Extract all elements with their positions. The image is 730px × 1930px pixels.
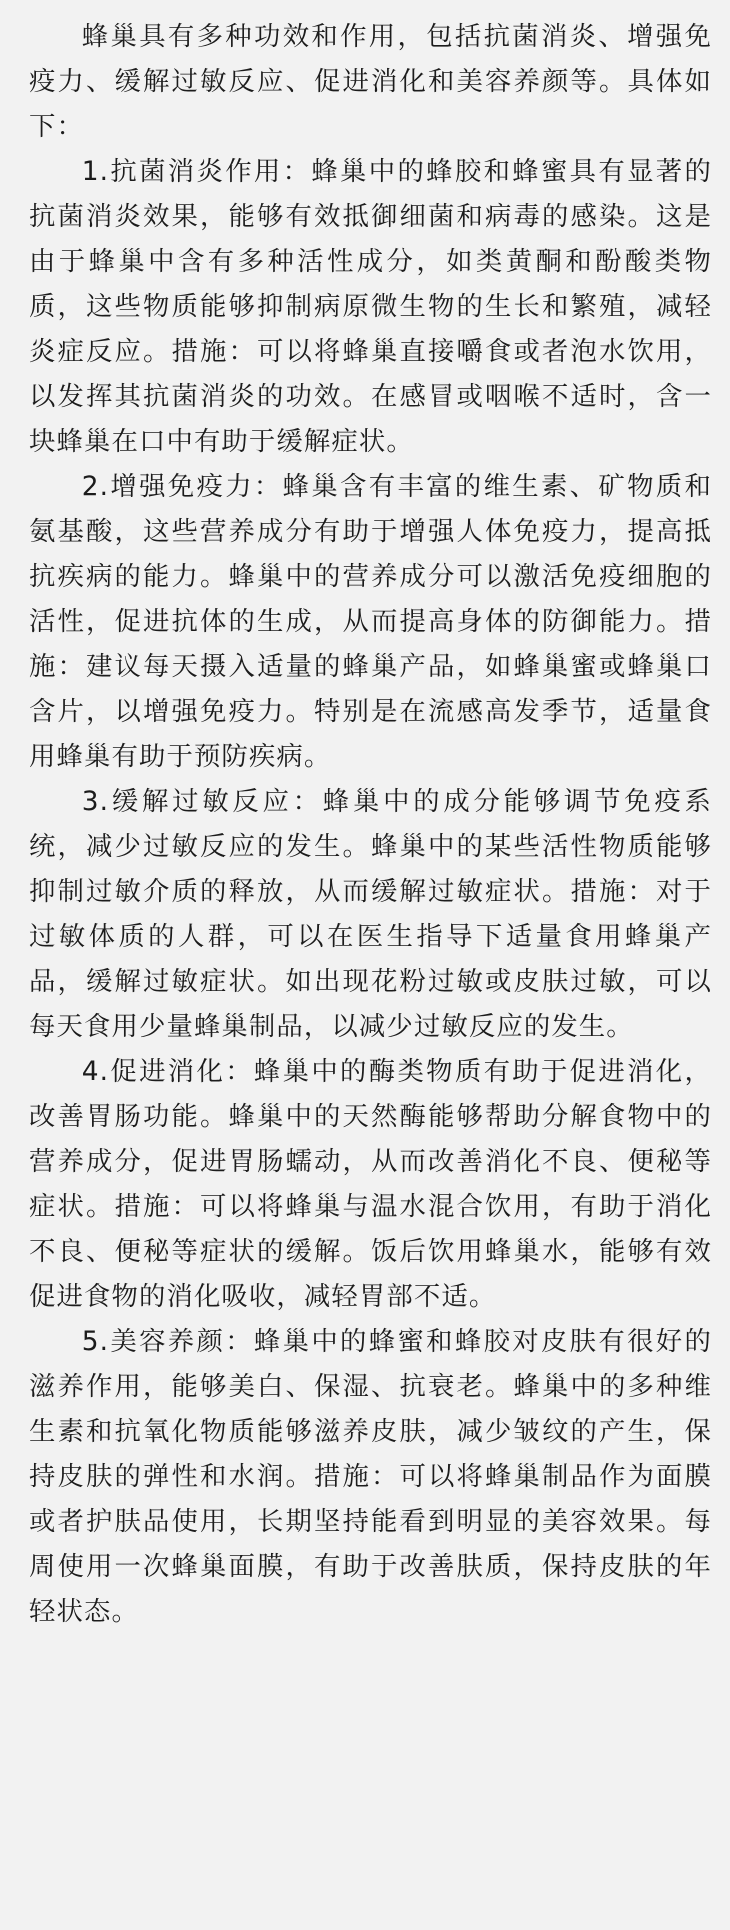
section-paragraph-antibacterial: 1.抗菌消炎作用：蜂巢中的蜂胶和蜂蜜具有显著的抗菌消炎效果，能够有效抵御细菌和病毒的感染。这是由于蜂巢中含有多种活性成分，如类黄酮和酚酸类物质，这些物质能够抑制病原微生物的生长和繁殖，减轻炎症反应。措施：可以将蜂巢直接嚼食或者泡水饮用，以发挥其抗菌消炎的功效。在感冒或咽喉不适时，含一块蜂巢在口中有助于缓解症状。 <box>29 156 712 457</box>
section-paragraph-beauty: 5.美容养颜：蜂巢中的蜂蜜和蜂胶对皮肤有很好的滋养作用，能够美白、保湿、抗衰老。蜂巢中的多种维生素和抗氧化物质能够滋养皮肤，减少皱纹的产生，保持皮肤的弹性和水润。措施：可以将蜂巢制品作为面膜或者护肤品使用，长期坚持能看到明显的美容效果。每周使用一次蜂巢面膜，有助于改善肤质，保持皮肤的年轻状态。 <box>29 1326 712 1627</box>
section-paragraph-immunity: 2.增强免疫力：蜂巢含有丰富的维生素、矿物质和氨基酸，这些营养成分有助于增强人体免疫力，提高抵抗疾病的能力。蜂巢中的营养成分可以激活免疫细胞的活性，促进抗体的生成，从而提高身体的防御能力。措施：建议每天摄入适量的蜂巢产品，如蜂巢蜜或蜂巢口含片，以增强免疫力。特别是在流感高发季节，适量食用蜂巢有助于预防疾病。 <box>29 471 712 772</box>
section-paragraph-digestion: 4.促进消化：蜂巢中的酶类物质有助于促进消化，改善胃肠功能。蜂巢中的天然酶能够帮助分解食物中的营养成分，促进胃肠蠕动，从而改善消化不良、便秘等症状。措施：可以将蜂巢与温水混合饮用，有助于消化不良、便秘等症状的缓解。饭后饮用蜂巢水，能够有效促进食物的消化吸收，减轻胃部不适。 <box>29 1056 712 1312</box>
intro-paragraph: 蜂巢具有多种功效和作用，包括抗菌消炎、增强免疫力、缓解过敏反应、促进消化和美容养颜等。具体如下： <box>29 21 712 142</box>
section-paragraph-allergy: 3.缓解过敏反应：蜂巢中的成分能够调节免疫系统，减少过敏反应的发生。蜂巢中的某些活性物质能够抑制过敏介质的释放，从而缓解过敏症状。措施：对于过敏体质的人群，可以在医生指导下适量食用蜂巢产品，缓解过敏症状。如出现花粉过敏或皮肤过敏，可以每天食用少量蜂巢制品，以减少过敏反应的发生。 <box>29 786 712 1042</box>
